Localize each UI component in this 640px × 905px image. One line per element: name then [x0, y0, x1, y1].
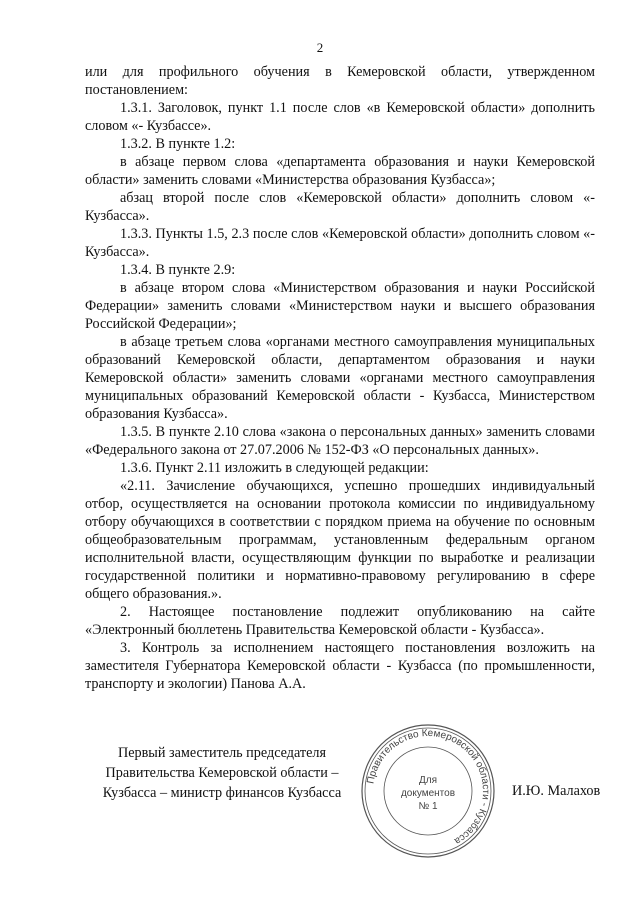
- stamp-ring-text: Правительство Кемеровской области - Кузбасса: [365, 727, 492, 847]
- stamp-center-line-1: Для: [418, 775, 438, 786]
- signer-title-line-1: Первый заместитель председателя: [117, 745, 327, 761]
- page-number: 2: [316, 40, 324, 55]
- paragraph: 1.3.1. Заголовок, пункт 1.1 после слов «в Кемеровской области» дополнить словом «- Кузбассе».: [85, 100, 595, 134]
- official-stamp: [360, 723, 496, 859]
- paragraph: 1.3.4. В пункте 2.9:: [120, 262, 236, 278]
- signatory-name: И.Ю. Малахов: [512, 783, 601, 799]
- paragraph: 1.3.6. Пункт 2.11 изложить в следующей редакции:: [120, 460, 429, 476]
- paragraph: 2. Настоящее постановление подлежит опубликованию на сайте «Электронный бюллетень Правительства Кемеровской области - Кузбасса».: [85, 604, 595, 638]
- signer-block: [78, 743, 366, 803]
- signer-title-line-2: Правительства Кемеровской области –: [105, 765, 339, 781]
- paragraph: 1.3.3. Пункты 1.5, 2.3 после слов «Кемеровской области» дополнить словом «- Кузбасса».: [85, 226, 595, 260]
- paragraph: 3. Контроль за исполнением настоящего постановления возложить на заместителя Губернатора Кемеровской области - Кузбасса (по промышленности, транспорту и экологии) Панова А.А.: [85, 640, 595, 692]
- paragraph: или для профильного обучения в Кемеровской области, утвержденном постановлением:: [85, 64, 595, 98]
- paragraph: «2.11. Зачисление обучающихся, успешно прошедших индивидуальный отбор, осуществляется на основании протокола комиссии по индивидуальному отбору обучающихся в соответствии с порядком приема на обучение по основным общеобразовательным программам, установленным федеральным органом исполнительной власти, осуществляющим функции по выработке и реализации государственной политики и нормативно-правовому регулированию в сфере общего образования.».: [85, 478, 595, 602]
- stamp-center-line-3: № 1: [418, 801, 438, 812]
- stamp-center-line-2: документов: [400, 788, 456, 799]
- paragraph: 1.3.2. В пункте 1.2:: [120, 136, 236, 152]
- paragraph: в абзаце втором слова «Министерством образования и науки Российской Федерации» заменить словами «Министерством науки и высшего образования Российской Федерации»;: [85, 280, 595, 332]
- document-body: [85, 63, 595, 693]
- signer-title-line-3: Кузбасса – министр финансов Кузбасса: [102, 785, 342, 801]
- paragraph: 1.3.5. В пункте 2.10 слова «закона о персональных данных» заменить словами «Федерального закона от 27.07.2006 № 152-ФЗ «О персональных данных».: [85, 424, 595, 458]
- paragraph: абзац второй после слов «Кемеровской области» дополнить словом «- Кузбасса».: [85, 190, 595, 224]
- paragraph: в абзаце первом слова «департамента образования и науки Кемеровской области» заменить словами «Министерства образования Кузбасса»;: [85, 154, 595, 188]
- paragraph: в абзаце третьем слова «органами местного самоуправления муниципальных образований Кемеровской области, департаментом образования и науки Кемеровской области» заменить словами «органами местного самоуправления муниципальных образований Кемеровской области - Кузбасса, Министерством образования Кузбасса».: [85, 334, 595, 422]
